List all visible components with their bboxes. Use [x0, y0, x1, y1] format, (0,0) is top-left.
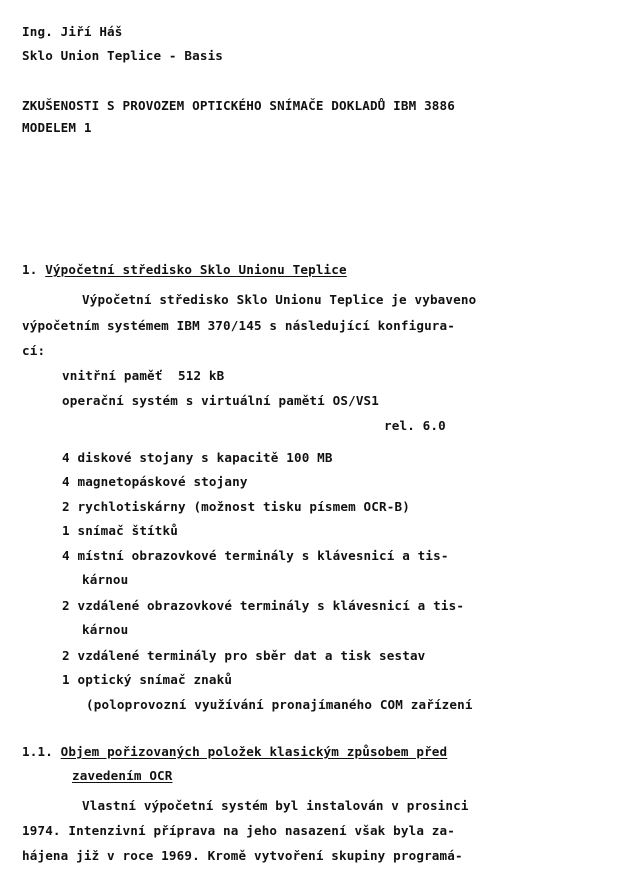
- document-title-line2: MODELEM 1: [22, 120, 92, 135]
- config-os: operační systém s virtuální pamětí OS/VS1: [62, 393, 380, 408]
- equipment-item: 1 optický snímač znaků: [62, 672, 233, 687]
- equipment-item: 2 rychlotiskárny (možnost tisku písmem OCR-B): [62, 499, 410, 514]
- equipment-item: 2 vzdálené terminály pro sběr dat a tisk sestav: [62, 648, 426, 663]
- config-memory: vnitřní paměť 512 kB: [62, 368, 225, 383]
- section1-1-body-line: hájena již v roce 1969. Kromě vytvoření skupiny programá-: [22, 848, 463, 863]
- author-affiliation: Sklo Union Teplice - Basis: [22, 48, 224, 63]
- equipment-item: 4 místní obrazovkové terminály s klávesnicí a tis-: [62, 548, 449, 563]
- section1-1-heading: [22, 744, 447, 760]
- section1-1-title-line1: Objem pořizovaných položek klasickým způsobem před: [60, 744, 448, 759]
- section1-1-body-line: Vlastní výpočetní systém byl instalován v prosinci: [82, 798, 469, 813]
- section1-intro-line: výpočetním systémem IBM 370/145 s následující konfigura-: [22, 318, 455, 333]
- equipment-item: 4 diskové stojany s kapacitě 100 MB: [62, 450, 333, 465]
- author-name: Ing. Jiří Háš: [22, 24, 123, 39]
- section1-intro-line: cí:: [22, 343, 46, 358]
- equipment-item-continuation: kárnou: [82, 622, 129, 637]
- section1-1-number: 1.1.: [22, 744, 53, 759]
- equipment-item: 4 magnetopáskové stojany: [62, 474, 248, 489]
- section1-1-body-line: 1974. Intenzivní příprava na jeho nasazení však byla za-: [22, 823, 455, 838]
- section1-1-title-line2: zavedením OCR: [72, 768, 173, 783]
- document-title-line1: ZKUŠENOSTI S PROVOZEM OPTICKÉHO SNÍMAČE DOKLADŮ IBM 3886: [22, 98, 455, 113]
- equipment-item-continuation: (poloprovozní využívání pronajímaného COM zařízení: [86, 697, 473, 712]
- section1-number: 1.: [22, 262, 38, 277]
- config-release: rel. 6.0: [384, 418, 446, 433]
- section1-intro-line: Výpočetní středisko Sklo Unionu Teplice je vybaveno: [82, 292, 477, 307]
- equipment-item: 2 vzdálené obrazovkové terminály s klávesnicí a tis-: [62, 598, 465, 613]
- equipment-item: 1 snímač štítků: [62, 523, 178, 538]
- equipment-item-continuation: kárnou: [82, 572, 129, 587]
- section1-heading: [22, 262, 347, 278]
- section1-title: Výpočetní středisko Sklo Unionu Teplice: [45, 262, 347, 277]
